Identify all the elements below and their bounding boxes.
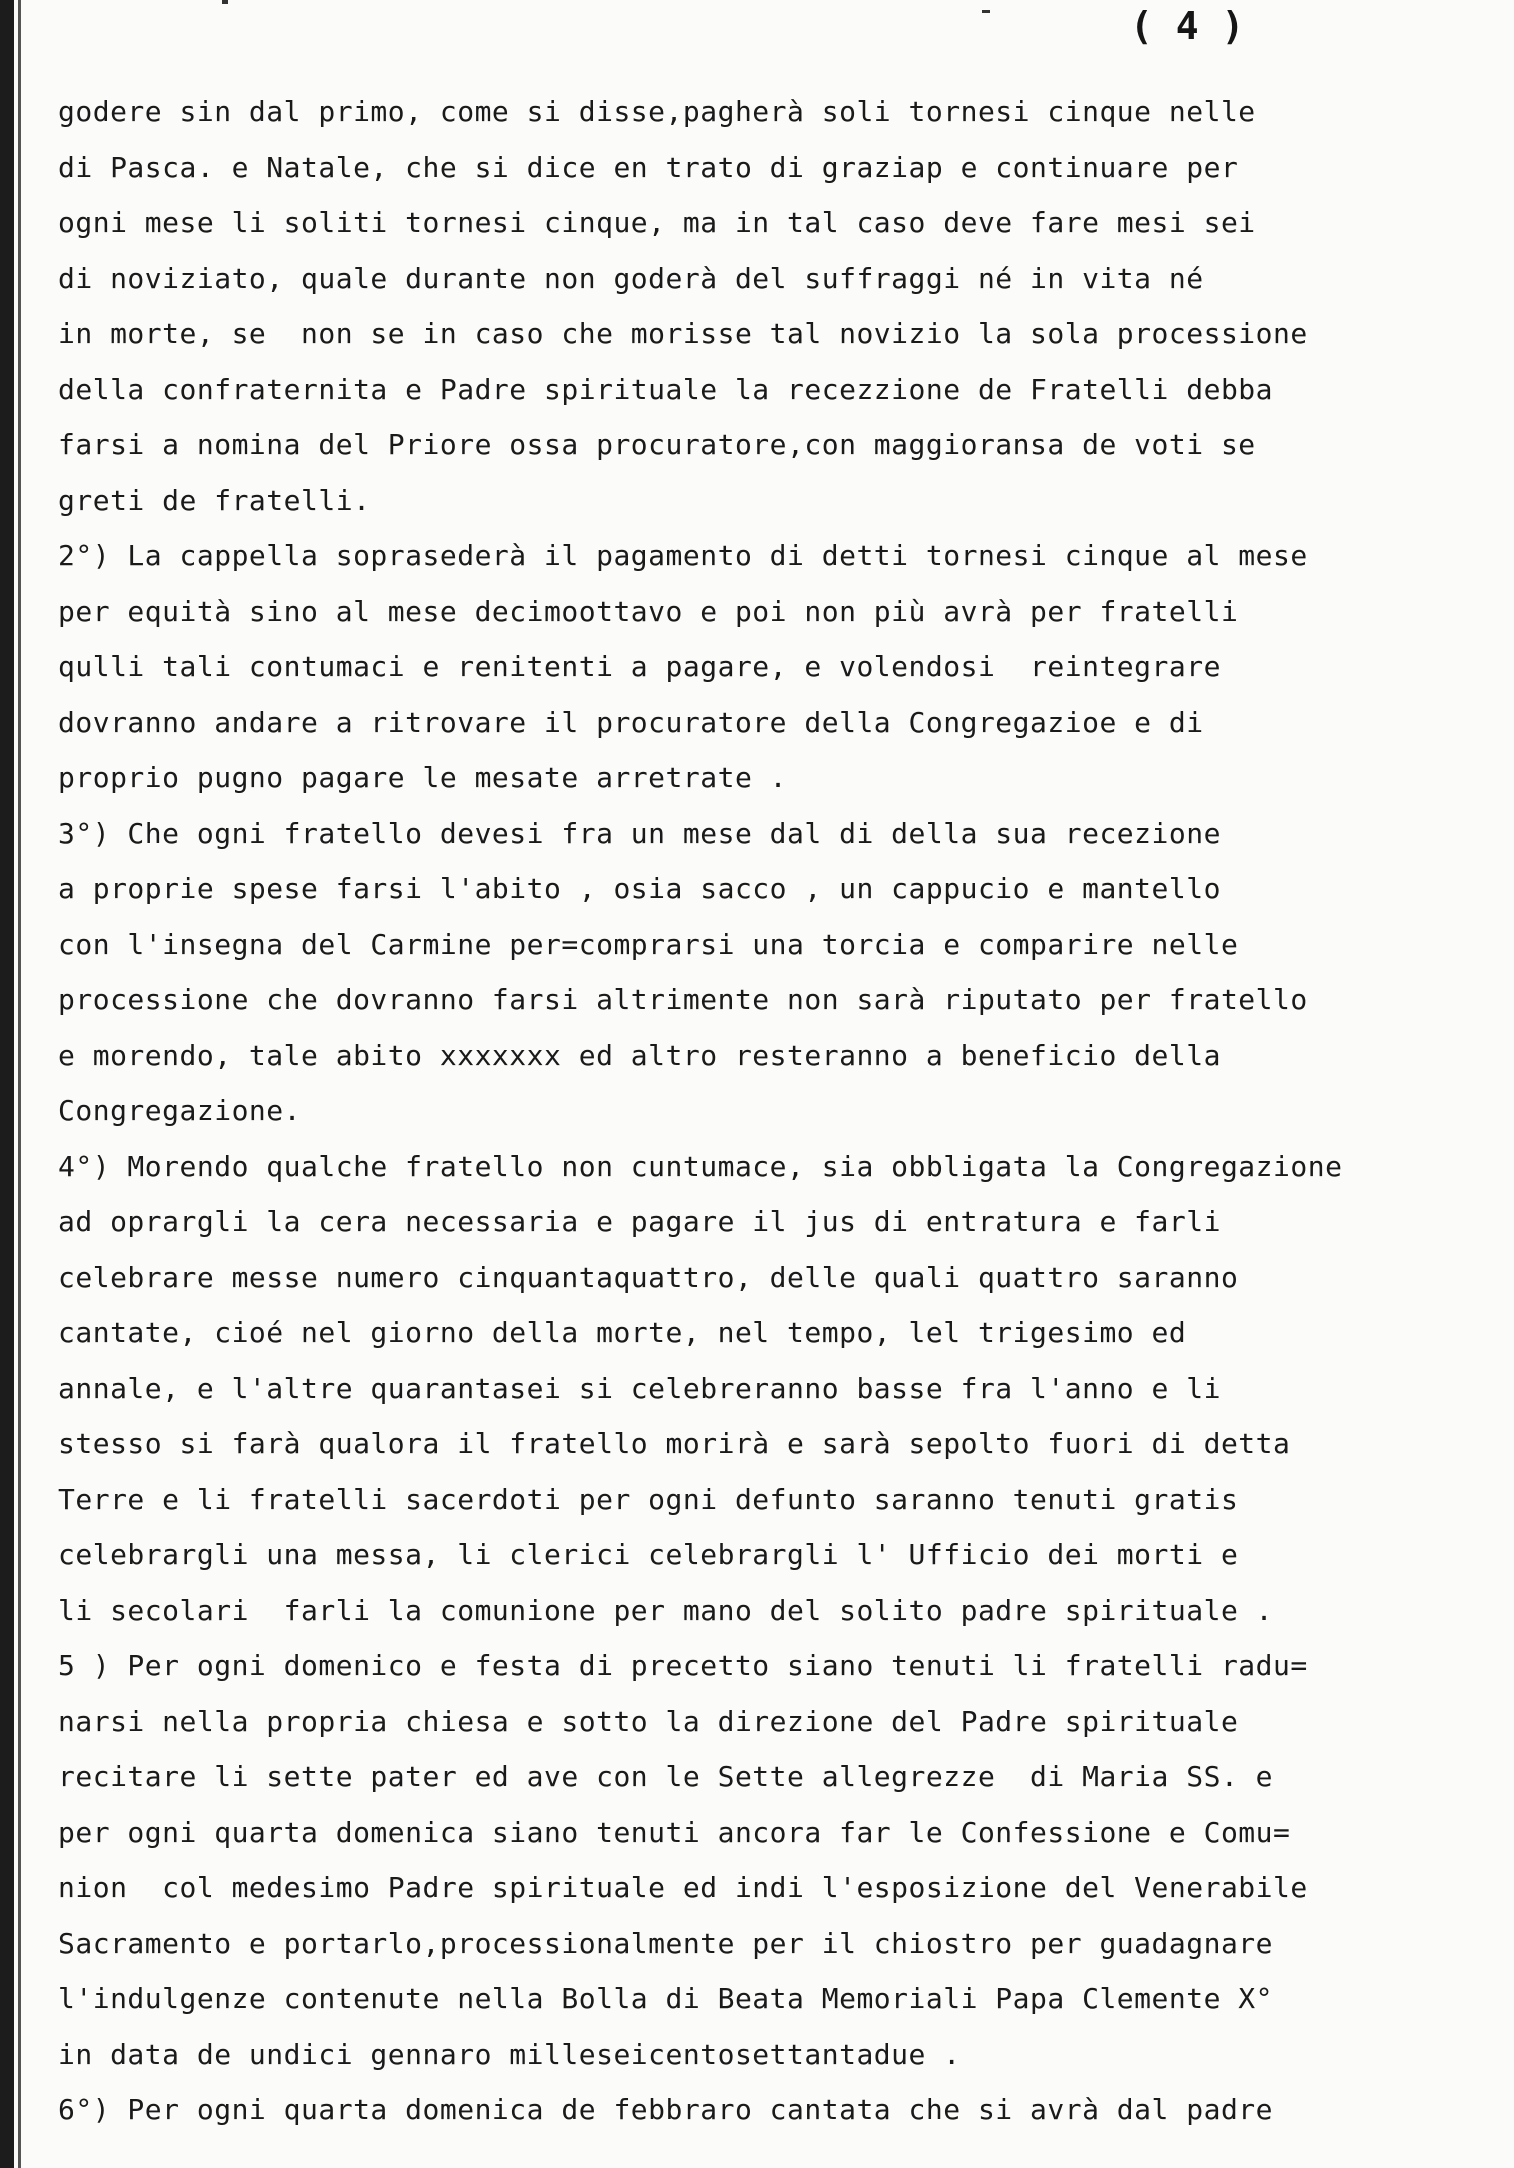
binding-edge — [0, 0, 14, 2168]
text-line: narsi nella propria chiesa e sotto la direzione del Padre spirituale — [58, 1704, 1239, 1738]
text-line: di Pasca. e Natale, che si dice en trato di graziap e continuare per — [58, 150, 1239, 184]
text-line: cantate, cioé nel giorno della morte, nel tempo, lel trigesimo ed — [58, 1316, 1187, 1349]
text-line: 4°) Morendo qualche fratello non cuntumace, sia obbligata la Congregazione — [58, 1149, 1343, 1183]
text-line: 2°) La cappella soprasederà il pagamento di detti tornesi cinque al mese — [58, 539, 1308, 572]
typewritten-body — [58, 84, 1498, 2138]
text-line: e morendo, tale abito xxxxxxx ed altro resteranno a beneficio della — [58, 1038, 1221, 1072]
text-line: in data de undici gennaro milleseicentosettantadue . — [58, 2037, 961, 2071]
text-line: ad oprargli la cera necessaria e pagare il jus di entratura e farli — [58, 1205, 1221, 1238]
text-line: per ogni quarta domenica siano tenuti ancora far le Confessione e Comu= — [58, 1815, 1291, 1849]
text-line: della confraternita e Padre spirituale la recezzione de Fratelli debba — [58, 372, 1274, 406]
page-number: ( 4 ) — [1130, 4, 1245, 48]
text-line: con l'insegna del Carmine per=comprarsi una torcia e comparire nelle — [58, 927, 1239, 961]
scan-speck — [222, 0, 228, 4]
text-line: stesso si farà qualora il fratello morirà e sarà sepolto fuori di detta — [58, 1427, 1291, 1460]
text-line: a proprie spese farsi l'abito , osia sacco , un cappucio e mantello — [58, 872, 1221, 905]
text-line: Sacramento e portarlo,processionalmente per il chiostro per guadagnare — [58, 1926, 1274, 1960]
text-line: Congregazione. — [58, 1094, 302, 1127]
text-line: 3°) Che ogni fratello devesi fra un mese dal di della sua recezione — [58, 816, 1221, 850]
scan-speck — [982, 10, 990, 13]
text-line: li secolari farli la comunione per mano del solito padre spirituale . — [58, 1593, 1274, 1627]
text-line: proprio pugno pagare le mesate arretrate . — [58, 761, 788, 794]
text-line: ogni mese li soliti tornesi cinque, ma in tal caso deve fare mesi sei — [58, 206, 1256, 239]
binding-shadow — [18, 0, 21, 2168]
text-line: di noviziato, quale durante non goderà del suffraggi né in vita né — [58, 261, 1204, 295]
text-line: celebrare messe numero cinquantaquattro, delle quali quattro saranno — [58, 1260, 1239, 1294]
text-line: farsi a nomina del Priore ossa procuratore,con maggioransa de voti se — [58, 428, 1256, 461]
text-line: l'indulgenze contenute nella Bolla di Beata Memoriali Papa Clemente X° — [58, 1982, 1274, 2015]
text-line: greti de fratelli. — [58, 483, 371, 517]
text-line: celebrargli una messa, li clerici celebrargli l' Ufficio dei morti e — [58, 1538, 1239, 1571]
text-line: recitare li sette pater ed ave con le Sette allegrezze di Maria SS. e — [58, 1760, 1274, 1793]
text-line: 5 ) Per ogni domenico e festa di precetto siano tenuti li fratelli radu= — [58, 1649, 1308, 1682]
text-line: dovranno andare a ritrovare il procuratore della Congregazioe e di — [58, 705, 1204, 739]
text-line: processione che dovranno farsi altrimente non sarà riputato per fratello — [58, 983, 1308, 1016]
text-line: nion col medesimo Padre spirituale ed indi l'esposizione del Venerabile — [58, 1871, 1308, 1904]
text-line: in morte, se non se in caso che morisse tal novizio la sola processione — [58, 317, 1308, 350]
text-line: 6°) Per ogni quarta domenica de febbraro cantata che si avrà dal padre — [58, 2093, 1274, 2126]
text-line: annale, e l'altre quarantasei si celebreranno basse fra l'anno e li — [58, 1371, 1221, 1405]
text-line: qulli tali contumaci e renitenti a pagare, e volendosi reintegrare — [58, 650, 1221, 683]
text-line: Terre e li fratelli sacerdoti per ogni defunto saranno tenuti gratis — [58, 1482, 1239, 1516]
text-line: godere sin dal primo, come si disse,pagherà soli tornesi cinque nelle — [58, 95, 1256, 128]
text-line: per equità sino al mese decimoottavo e poi non più avrà per fratelli — [58, 594, 1239, 628]
